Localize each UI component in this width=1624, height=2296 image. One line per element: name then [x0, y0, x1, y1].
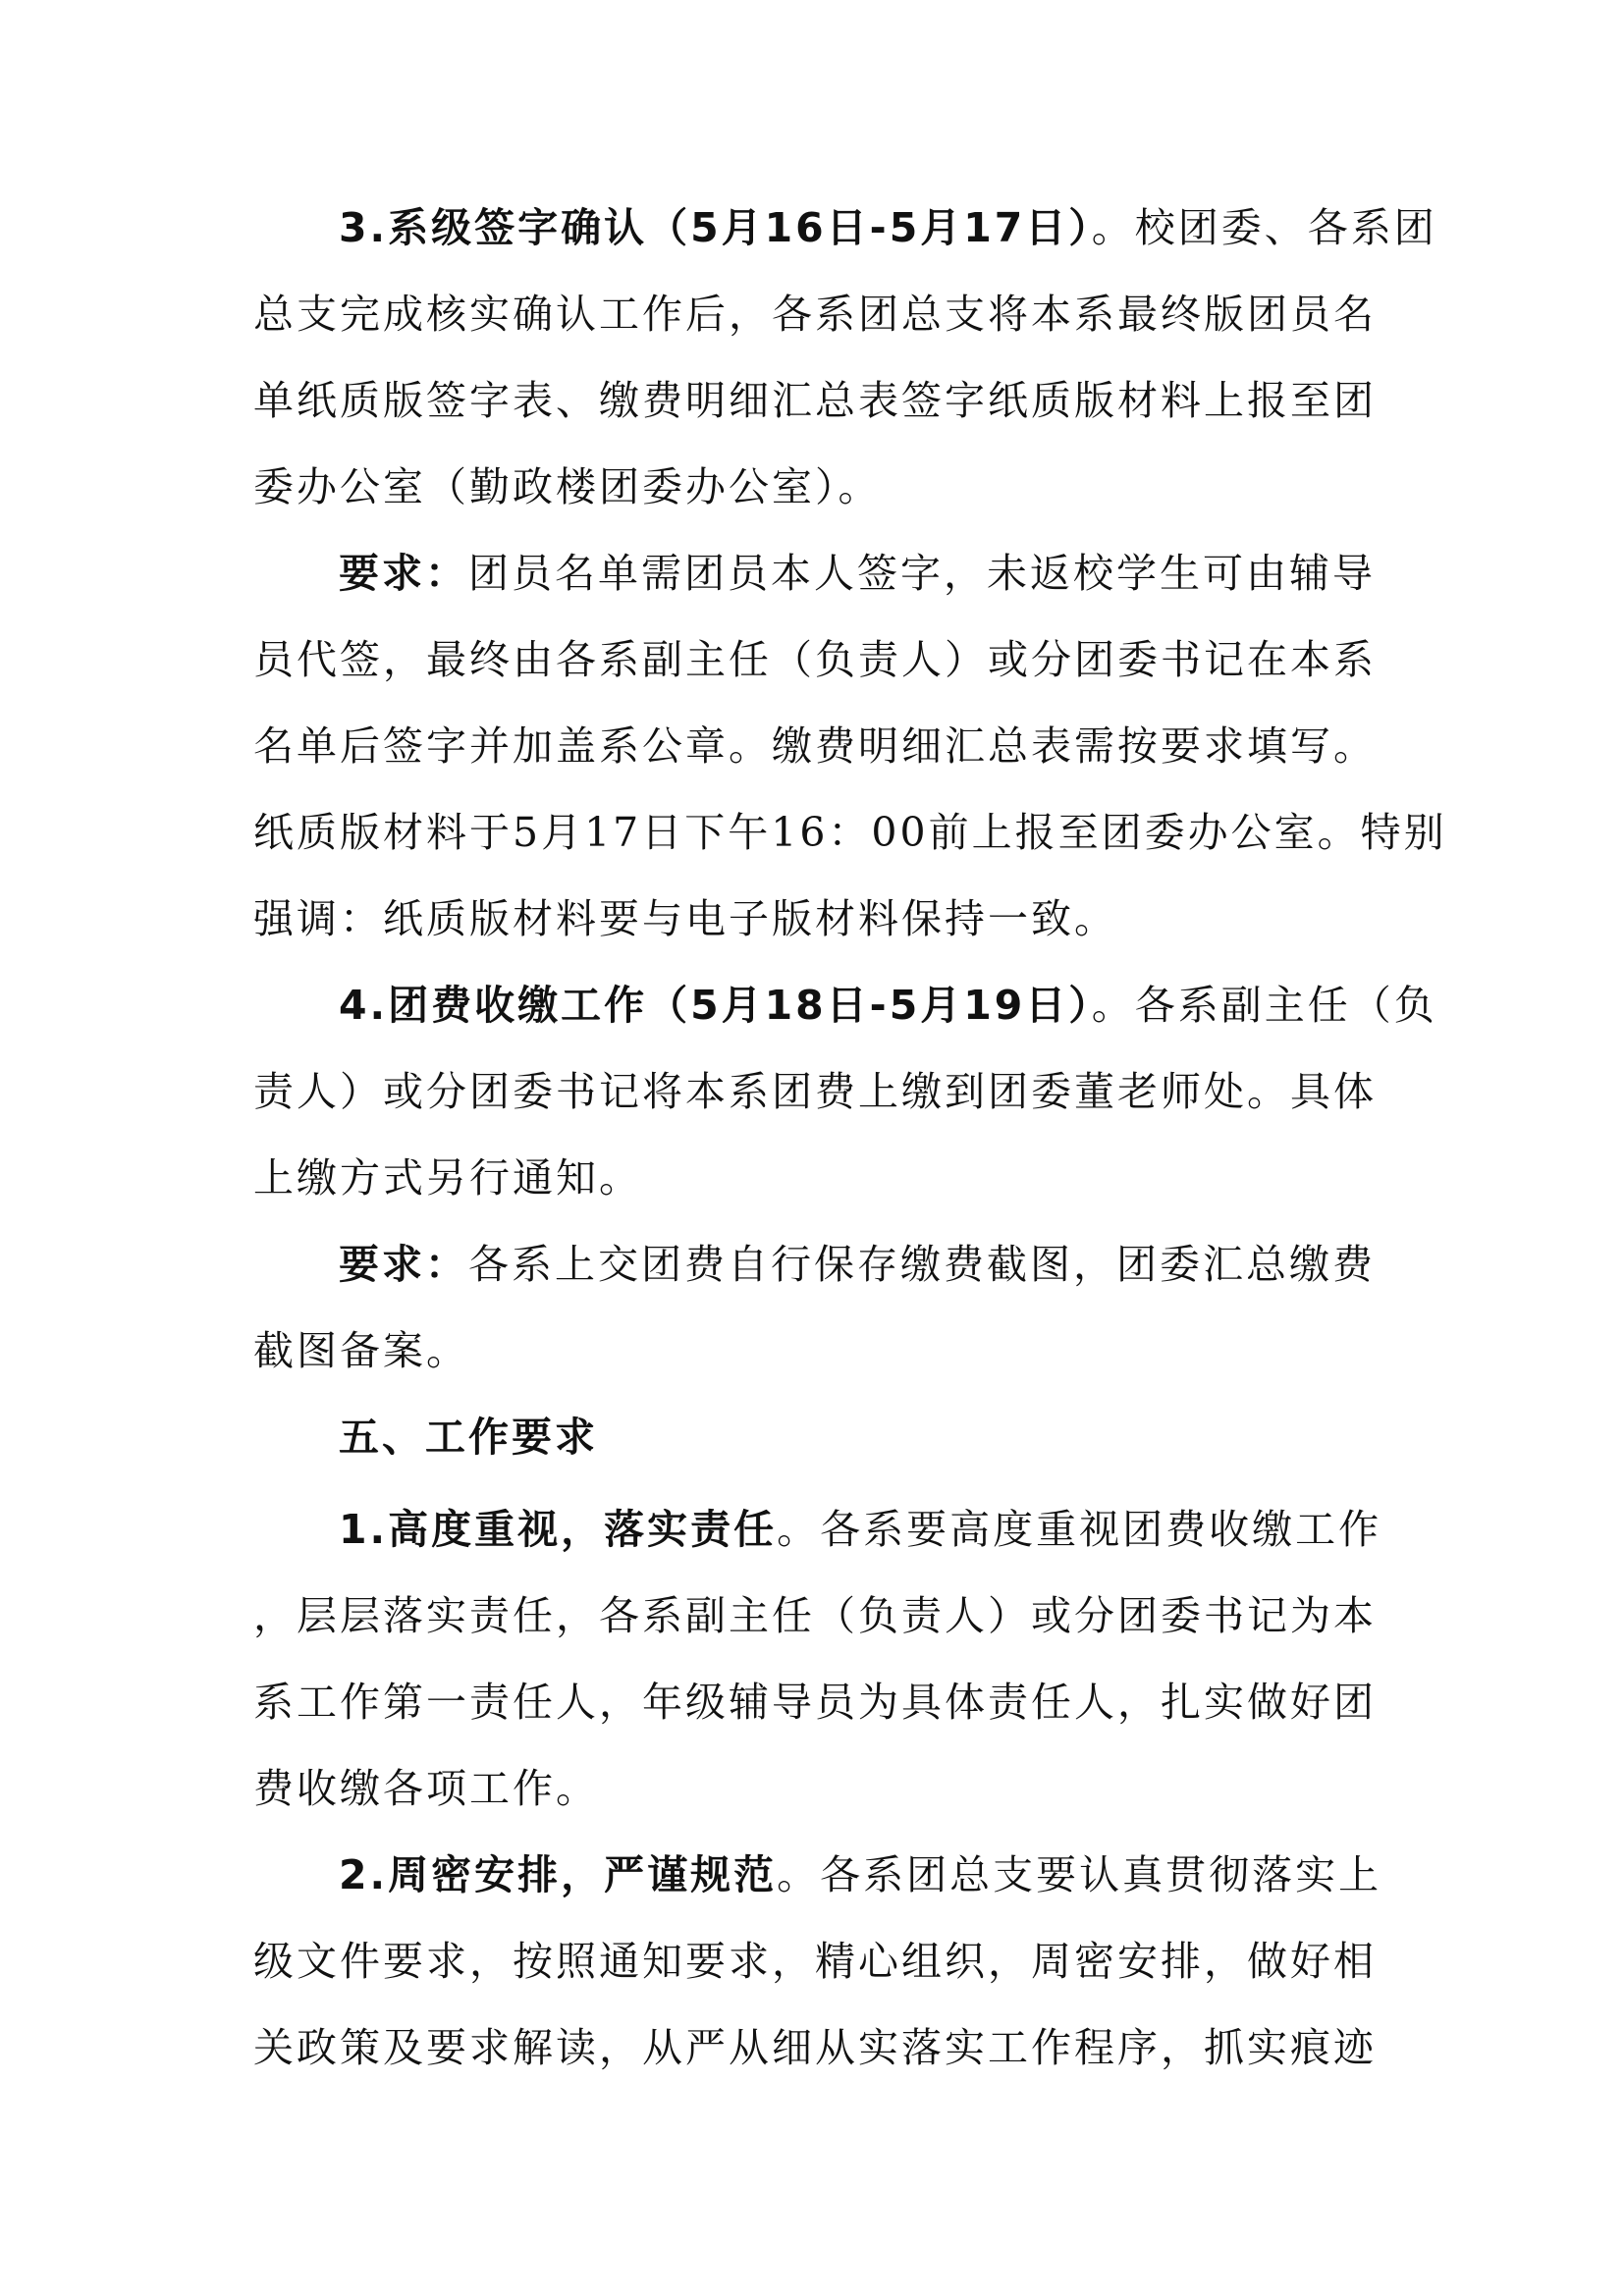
- paragraph-line: [253, 1586, 1382, 1645]
- line-text: 委办公室（勤政楼团委办公室）。: [253, 463, 882, 510]
- paragraph-line: [339, 544, 1382, 603]
- item-1-title: 1.高度重视，落实责任: [339, 1506, 778, 1553]
- line-text: 。各系要高度重视团费收缴工作: [777, 1506, 1382, 1553]
- paragraph-line: [253, 1759, 1382, 1818]
- line-text: 名单后签字并加盖系公章。缴费明细汇总表需按要求填写。: [253, 722, 1377, 770]
- paragraph-line: [253, 285, 1382, 344]
- paragraph-line: [253, 371, 1382, 430]
- paragraph-line: [253, 803, 1447, 862]
- paragraph-line: [339, 976, 1437, 1035]
- paragraph-line: [339, 1235, 1382, 1294]
- paragraph-line: [253, 630, 1382, 689]
- line-text: 团员名单需团员本人签字，未返校学生可由辅导: [468, 550, 1376, 597]
- line-text: 责人）或分团委书记将本系团费上缴到团委董老师处。具体: [253, 1068, 1377, 1115]
- line-text: 。各系团总支要认真贯彻落实上: [777, 1851, 1382, 1898]
- paragraph-line: [253, 1932, 1382, 1991]
- paragraph-line: [339, 198, 1437, 257]
- paragraph-line: [253, 1321, 1382, 1380]
- line-text: 。校团委、各系团: [1091, 204, 1437, 251]
- section-heading-text: 五、工作要求: [339, 1414, 598, 1461]
- paragraph-line: [253, 457, 1382, 516]
- item-2-title: 2.周密安排，严谨规范: [339, 1851, 778, 1898]
- line-text: 纸质版材料于5月17日下午16：00前上报至团委办公室。特别: [253, 809, 1447, 856]
- line-text: 费收缴各项工作。: [253, 1765, 599, 1812]
- requirement-label: 要求：: [339, 1241, 468, 1288]
- line-text: 员代签，最终由各系副主任（负责人）或分团委书记在本系: [253, 636, 1377, 683]
- paragraph-line: [339, 1845, 1382, 1904]
- paragraph-line: [253, 1673, 1382, 1732]
- line-text: 各系上交团费自行保存缴费截图，团委汇总缴费: [468, 1241, 1376, 1288]
- paragraph-line: [253, 889, 1382, 948]
- paragraph-line: [253, 1062, 1382, 1121]
- paragraph-line: [253, 1148, 1382, 1207]
- line-text: 强调：纸质版材料要与电子版材料保持一致。: [253, 895, 1117, 942]
- line-text: 上缴方式另行通知。: [253, 1154, 642, 1201]
- paragraph-line: [339, 1500, 1382, 1559]
- paragraph-line: [253, 717, 1382, 775]
- requirement-label: 要求：: [339, 550, 468, 597]
- line-text: 关政策及要求解读，从严从细从实落实工作程序，抓实痕迹: [253, 2024, 1377, 2071]
- item-4-title: 4.团费收缴工作（5月18日-5月19日）: [339, 982, 1092, 1029]
- line-text: 截图备案。: [253, 1327, 469, 1374]
- line-text: ，层层落实责任，各系副主任（负责人）或分团委书记为本: [253, 1592, 1377, 1639]
- item-3-title: 3.系级签字确认（5月16日-5月17日）: [339, 204, 1092, 251]
- paragraph-line: [253, 2018, 1382, 2077]
- section-heading: [339, 1408, 1382, 1467]
- line-text: 系工作第一责任人，年级辅导员为具体责任人，扎实做好团: [253, 1679, 1377, 1726]
- line-text: 级文件要求，按照通知要求，精心组织，周密安排，做好相: [253, 1938, 1377, 1985]
- line-text: 单纸质版签字表、缴费明细汇总表签字纸质版材料上报至团: [253, 377, 1377, 424]
- line-text: 。各系副主任（负: [1091, 982, 1437, 1029]
- line-text: 总支完成核实确认工作后，各系团总支将本系最终版团员名: [253, 291, 1377, 338]
